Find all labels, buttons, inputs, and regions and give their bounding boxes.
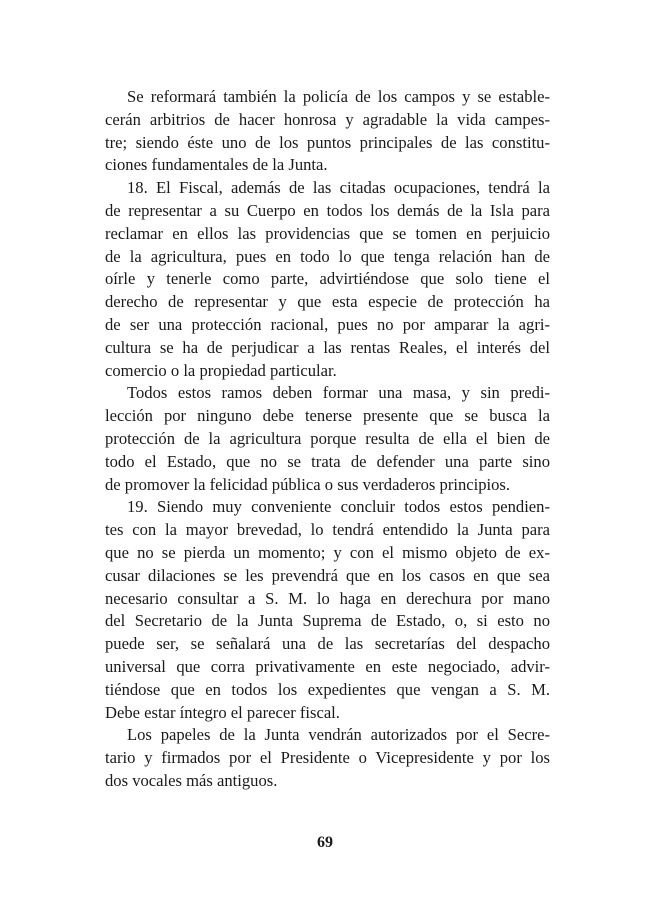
paragraph [105, 86, 550, 177]
text-line: 19. Siendo muy conveniente concluir todos estos pendien- [127, 497, 550, 517]
text-line: todo el Estado, que no se trata de defender una parte sino [105, 451, 550, 471]
text-line: reclamar en ellos las providencias que se tomen en perjuicio [105, 223, 550, 243]
paragraph [105, 382, 550, 496]
page-number: 69 [317, 834, 333, 851]
paragraph [105, 496, 550, 724]
text-line: que no se pierda un momento; y con el mismo objeto de ex- [105, 542, 550, 562]
text-line: puede ser, se señalará una de las secretarías del despacho [105, 634, 550, 654]
text-line: de ser una protección racional, pues no por amparar la agri- [105, 314, 550, 334]
text-line: ciones fundamentales de la Junta. [105, 155, 328, 175]
text-line: tiéndose que en todos los expedientes que vengan a S. M. [105, 679, 550, 699]
text-line: tre; siendo éste uno de los puntos principales de las constitu- [105, 132, 550, 152]
text-line: oírle y tenerle como parte, advirtiéndose que solo tiene el [105, 269, 550, 289]
text-line: tes con la mayor brevedad, lo tendrá entendido la Junta para [105, 520, 550, 540]
body-text [105, 86, 550, 793]
text-line: Debe estar íntegro el parecer fiscal. [105, 702, 340, 722]
text-line: dos vocales más antiguos. [105, 770, 278, 790]
text-line: cerán arbitrios de hacer honrosa y agradable la vida campes- [105, 109, 550, 129]
text-line: de la agricultura, pues en todo lo que tenga relación han de [105, 246, 550, 266]
text-line: Todos estos ramos deben formar una masa, y sin predi- [127, 383, 550, 403]
text-line: del Secretario de la Junta Suprema de Estado, o, si esto no [105, 611, 550, 631]
text-line: derecho de representar y que esta especie de protección ha [105, 292, 550, 312]
text-line: 18. El Fiscal, además de las citadas ocupaciones, tendrá la [127, 178, 550, 198]
text-line: necesario consultar a S. M. lo haga en derechura por mano [105, 588, 550, 608]
text-line: Los papeles de la Junta vendrán autorizados por el Secre- [127, 725, 550, 745]
text-line: de representar a su Cuerpo en todos los demás de la Isla para [105, 200, 550, 220]
text-line: protección de la agricultura porque resulta de ella el bien de [105, 428, 550, 448]
text-line: comercio o la propiedad particular. [105, 360, 337, 380]
text-line: de promover la felicidad pública o sus verdaderos principios. [105, 474, 511, 494]
text-line: universal que corra privativamente en este negociado, advir- [105, 656, 550, 676]
text-line: lección por ninguno debe tenerse presente que se busca la [105, 406, 550, 426]
paragraph [105, 724, 550, 792]
text-line: tario y firmados por el Presidente o Vicepresidente y por los [105, 748, 550, 768]
text-line: cusar dilaciones se les prevendrá que en los casos en que sea [105, 565, 550, 585]
text-line: Se reformará también la policía de los campos y se estable- [127, 87, 550, 106]
text-line: cultura se ha de perjudicar a las rentas Reales, el interés del [105, 337, 550, 357]
paragraph [105, 177, 550, 382]
